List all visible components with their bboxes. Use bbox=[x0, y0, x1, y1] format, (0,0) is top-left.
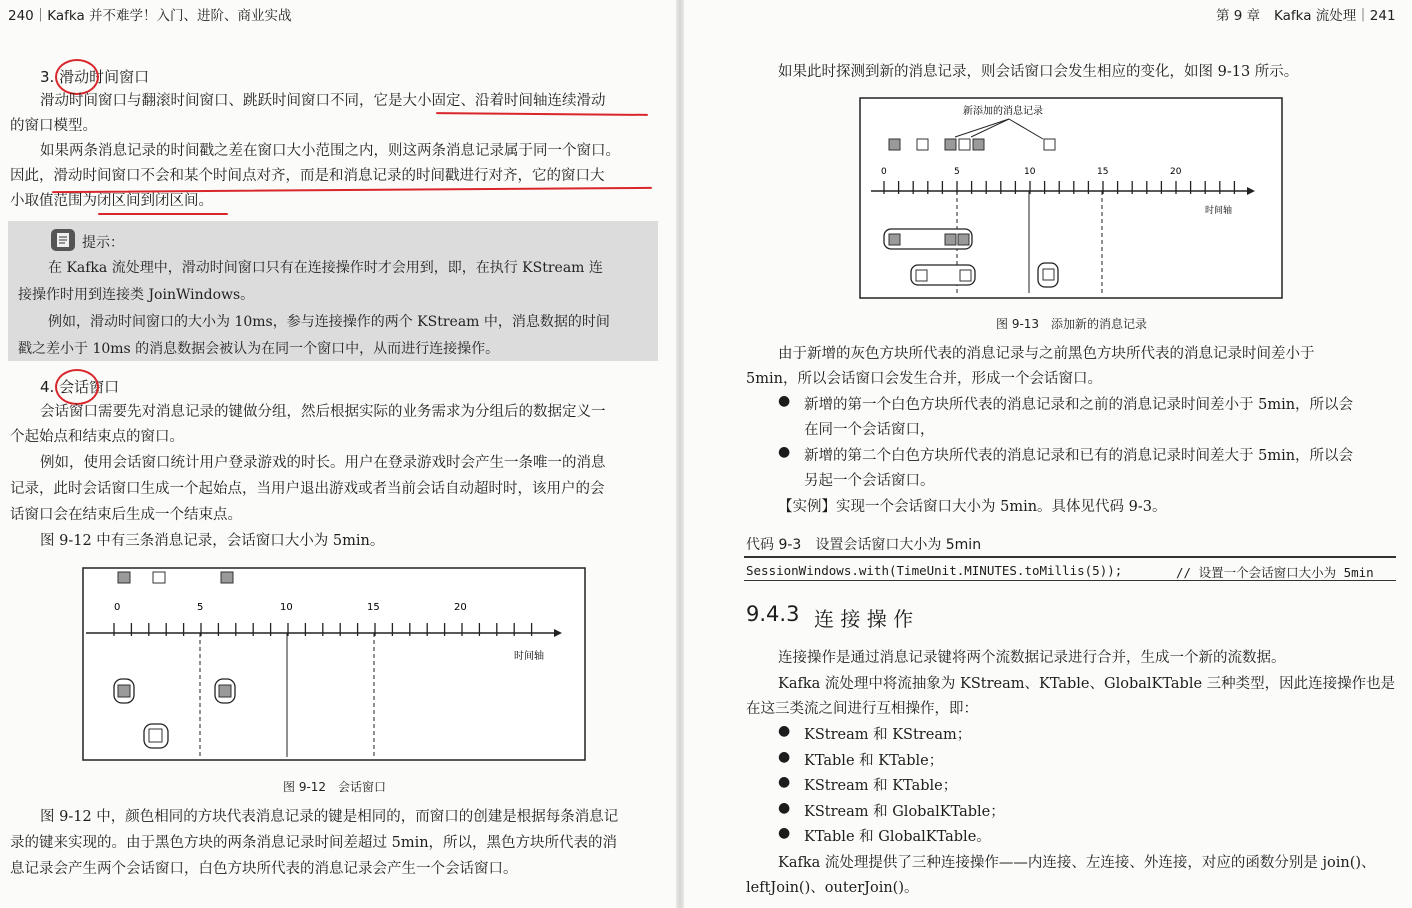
figure-9-13-caption: 图 9-13 添加新的消息记录 bbox=[996, 317, 1148, 331]
bullet-dot: ● bbox=[778, 825, 791, 841]
gray-record-square bbox=[889, 139, 900, 150]
chapter-label: 第 9 章 bbox=[1216, 8, 1261, 24]
gray-record-square bbox=[889, 234, 900, 245]
paragraph-line: 如果此时探测到新的消息记录，则会话窗口会发生相应的变化，如图 9-13 所示。 bbox=[778, 64, 1299, 80]
paragraph-line: 的窗口模型。 bbox=[10, 118, 97, 134]
tick-label-10: 10 bbox=[280, 602, 293, 613]
gray-record-square bbox=[945, 234, 956, 245]
white-record-square bbox=[959, 139, 970, 150]
code-comment: // 设置一个会话窗口大小为 5min bbox=[1176, 565, 1374, 580]
red-underline bbox=[98, 213, 228, 215]
paragraph-line: 记录，此时会话窗口生成一个起始点，当用户退出游戏或者当前会话自动超时时，该用户的会 bbox=[10, 481, 605, 497]
tick-label-5: 5 bbox=[197, 602, 204, 613]
gray-record-square bbox=[973, 139, 984, 150]
paragraph-line: 个起始点和结束点的窗口。 bbox=[10, 429, 184, 445]
tip-box bbox=[8, 221, 658, 361]
paragraph-line: 会话窗口需要先对消息记录的键做分组，然后根据实际的业务需求为分组后的数据定义一 bbox=[40, 404, 606, 420]
paragraph-line: 由于新增的灰色方块所代表的消息记录与之前黑色方块所代表的消息记录时间差小于 bbox=[778, 346, 1315, 362]
paragraph-line: 息记录会产生两个会话窗口，白色方块所代表的消息记录会产生一个会话窗口。 bbox=[10, 861, 518, 877]
sliding-window-heading: 3. 滑动时间窗口 bbox=[40, 68, 150, 86]
paragraph-line: 在这三类流之间进行互相操作，即： bbox=[746, 701, 978, 717]
paragraph-line: 图 9-12 中有三条消息记录，会话窗口大小为 5min。 bbox=[40, 533, 385, 549]
gray-record-square bbox=[945, 139, 956, 150]
example-line: 【实例】实现一个会话窗口大小为 5min。具体见代码 9-3。 bbox=[778, 499, 1167, 515]
tip-line: 戳之差小于 10ms 的消息数据会被认为在同一个窗口中，从而进行连接操作。 bbox=[18, 341, 500, 357]
axis-label: 时间轴 bbox=[514, 651, 544, 662]
tip-note-icon bbox=[50, 228, 76, 252]
right-page bbox=[684, 0, 1412, 908]
tick-label-20: 20 bbox=[454, 602, 467, 613]
white-record-square bbox=[916, 270, 927, 281]
code-rule-bottom bbox=[744, 580, 1396, 581]
tick-label-10: 10 bbox=[1024, 167, 1036, 177]
join-bullet: KStream 和 KTable； bbox=[804, 778, 958, 794]
right-page-header: Kafka 流处理｜241 bbox=[1274, 8, 1396, 24]
bullet-dot: ● bbox=[778, 749, 791, 765]
tip-line: 接操作时用到连接类 JoinWindows。 bbox=[18, 287, 255, 303]
tip-title: 提示： bbox=[82, 235, 124, 251]
red-underline bbox=[436, 112, 648, 116]
paragraph-line: 如果两条消息记录的时间戳之差在窗口大小范围之内，则这两条消息记录属于同一个窗口。 bbox=[40, 143, 620, 159]
paragraph-line: 5min，所以会话窗口会发生合并，形成一个会话窗口。 bbox=[746, 371, 1102, 387]
white-record-square bbox=[1043, 269, 1054, 280]
bullet-text: 在同一个会话窗口， bbox=[804, 422, 935, 438]
white-record-square bbox=[960, 270, 971, 281]
section-number: 9.4.3 bbox=[746, 602, 800, 626]
white-record-square bbox=[149, 729, 162, 742]
axis-label: 时间轴 bbox=[1205, 206, 1233, 216]
bullet-dot: ● bbox=[778, 723, 791, 739]
bullet-dot: ● bbox=[778, 800, 791, 816]
left-page bbox=[0, 0, 676, 908]
code-line: SessionWindows.with(TimeUnit.MINUTES.toMillis(5)); bbox=[746, 563, 1123, 578]
code-rule-top bbox=[744, 556, 1396, 558]
gray-record-square bbox=[118, 685, 130, 697]
paragraph-line: Kafka 流处理提供了三种连接操作——内连接、左连接、外连接，对应的函数分别是 join()、 bbox=[778, 855, 1376, 871]
join-bullet: KTable 和 KTable； bbox=[804, 753, 944, 769]
book-gutter bbox=[676, 0, 684, 908]
bullet-text: 新增的第二个白色方块所代表的消息记录和已有的消息记录时间差大于 5min，所以会 bbox=[804, 448, 1354, 464]
paragraph-line: 录的键来实现的。由于黑色方块的两条消息记录时间差超过 5min，所以，黑色方块所代表的消 bbox=[10, 835, 618, 851]
join-bullet: KTable 和 GlobalKTable。 bbox=[804, 829, 991, 845]
tick-label-0: 0 bbox=[881, 167, 887, 177]
paragraph-line: 图 9-12 中，颜色相同的方块代表消息记录的键是相同的，而窗口的创建是根据每条消息记 bbox=[40, 809, 619, 825]
paragraph-line: 连接操作是通过消息记录键将两个流数据记录进行合并，生成一个新的流数据。 bbox=[778, 650, 1286, 666]
paragraph-line: 例如，使用会话窗口统计用户登录游戏的时长。用户在登录游戏时会产生一条唯一的消息 bbox=[40, 455, 606, 471]
white-record-square bbox=[153, 572, 165, 583]
new-records-label: 新添加的消息记录 bbox=[963, 106, 1043, 117]
tip-line: 例如，滑动时间窗口的大小为 10ms，参与连接操作的两个 KStream 中，消息数据的时间 bbox=[48, 314, 610, 330]
section-title: 连 接 操 作 bbox=[814, 607, 914, 631]
bullet-dot: ● bbox=[778, 444, 791, 460]
tick-label-0: 0 bbox=[114, 602, 121, 613]
tick-label-20: 20 bbox=[1170, 167, 1182, 177]
gray-record-square bbox=[219, 685, 231, 697]
figure-9-13-new-records bbox=[859, 97, 1283, 299]
session-window-heading: 4. 会话窗口 bbox=[40, 378, 120, 396]
join-bullet: KStream 和 GlobalKTable； bbox=[804, 804, 1005, 820]
left-page-header: 240｜Kafka 并不难学！入门、进阶、商业实战 bbox=[8, 8, 292, 24]
paragraph-line: Kafka 流处理中将流抽象为 KStream、KTable、GlobalKTable 三种类型，因此连接操作也是 bbox=[778, 676, 1396, 692]
join-bullet: KStream 和 KStream； bbox=[804, 727, 972, 743]
tick-label-15: 15 bbox=[367, 602, 380, 613]
bullet-dot: ● bbox=[778, 774, 791, 790]
tick-label-15: 15 bbox=[1097, 167, 1109, 177]
bullet-dot: ● bbox=[778, 393, 791, 409]
paragraph-line: leftJoin()、outerJoin()。 bbox=[746, 880, 919, 896]
code-title: 代码 9-3 设置会话窗口大小为 5min bbox=[746, 537, 982, 553]
tip-line: 在 Kafka 流处理中，滑动时间窗口只有在连接操作时才会用到，即，在执行 KStream 连 bbox=[48, 260, 603, 276]
tick-label-5: 5 bbox=[954, 167, 960, 177]
white-record-square bbox=[1044, 139, 1055, 150]
figure-9-12-caption: 图 9-12 会话窗口 bbox=[283, 780, 387, 794]
paragraph-line: 话窗口会在结束后生成一个结束点。 bbox=[10, 507, 242, 523]
white-record-square bbox=[917, 139, 928, 150]
bullet-text: 另起一个会话窗口。 bbox=[804, 473, 935, 489]
figure-9-12-session-window bbox=[82, 567, 586, 761]
paragraph-line: 因此，滑动时间窗口不会和某个时间点对齐，而是和消息记录的时间戳进行对齐，它的窗口大 bbox=[10, 168, 605, 184]
gray-record-square bbox=[221, 572, 233, 583]
gray-record-square bbox=[958, 234, 969, 245]
paragraph-line: 滑动时间窗口与翻滚时间窗口、跳跃时间窗口不同，它是大小固定、沿着时间轴连续滑动 bbox=[40, 93, 606, 109]
bullet-text: 新增的第一个白色方块所代表的消息记录和之前的消息记录时间差小于 5min，所以会 bbox=[804, 397, 1354, 413]
paragraph-line: 小取值范围为闭区间到闭区间。 bbox=[10, 193, 213, 209]
gray-record-square bbox=[118, 572, 130, 583]
